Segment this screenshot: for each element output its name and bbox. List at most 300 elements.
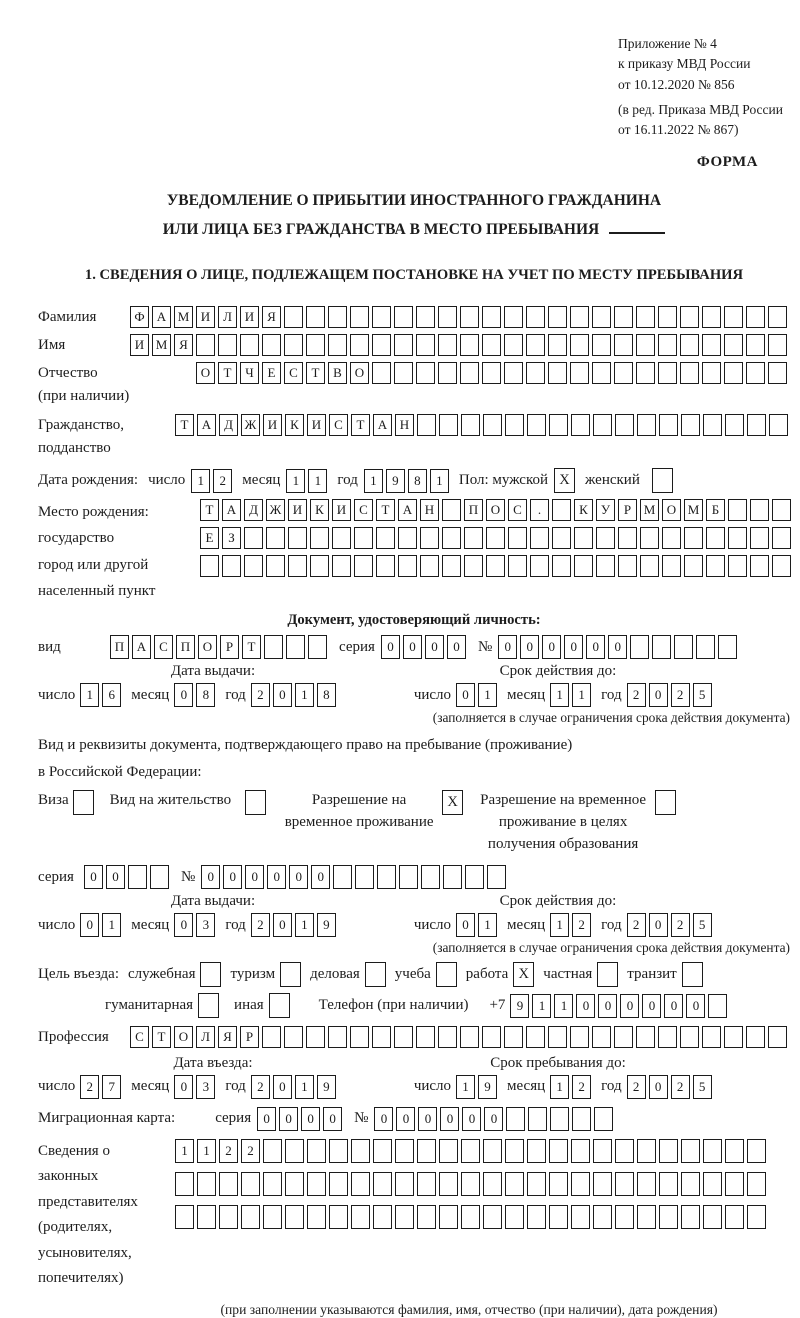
char-cell[interactable] xyxy=(372,334,391,356)
char-cell[interactable]: 1 xyxy=(295,913,314,937)
char-cell[interactable] xyxy=(592,306,611,328)
char-cell[interactable]: 1 xyxy=(308,469,327,493)
char-cell[interactable] xyxy=(351,1139,370,1163)
char-cell[interactable]: 0 xyxy=(649,913,668,937)
char-cell[interactable] xyxy=(332,555,351,577)
char-cell[interactable]: 9 xyxy=(510,994,529,1018)
char-cell[interactable]: 1 xyxy=(554,994,573,1018)
char-cell[interactable]: 0 xyxy=(456,683,475,707)
char-cell[interactable]: 2 xyxy=(627,1075,646,1099)
char-cell[interactable] xyxy=(549,1172,568,1196)
char-cell[interactable]: И xyxy=(263,414,282,436)
char-cell[interactable] xyxy=(652,635,671,659)
char-cell[interactable] xyxy=(439,1172,458,1196)
char-cell[interactable] xyxy=(263,1172,282,1196)
char-cell[interactable]: 1 xyxy=(478,913,497,937)
char-cell[interactable]: 0 xyxy=(323,1107,342,1131)
char-cell[interactable] xyxy=(355,865,374,889)
char-cell[interactable]: П xyxy=(464,499,483,521)
char-cell[interactable]: О xyxy=(196,362,215,384)
char-cell[interactable]: Е xyxy=(200,527,219,549)
char-cell[interactable]: О xyxy=(486,499,505,521)
char-cell[interactable] xyxy=(197,1205,216,1229)
char-cell[interactable]: О xyxy=(662,499,681,521)
char-cell[interactable] xyxy=(310,527,329,549)
char-cell[interactable]: Т xyxy=(306,362,325,384)
char-cell[interactable] xyxy=(703,414,722,436)
char-cell[interactable]: Т xyxy=(200,499,219,521)
char-cell[interactable]: Д xyxy=(244,499,263,521)
option-temp-residence-education-checkbox[interactable] xyxy=(655,790,676,815)
char-cell[interactable] xyxy=(662,527,681,549)
char-cell[interactable]: И xyxy=(240,306,259,328)
char-cell[interactable] xyxy=(175,1205,194,1229)
char-cell[interactable] xyxy=(659,1205,678,1229)
char-cell[interactable]: 1 xyxy=(550,1075,569,1099)
char-cell[interactable]: 0 xyxy=(279,1107,298,1131)
char-cell[interactable] xyxy=(417,1139,436,1163)
char-cell[interactable] xyxy=(747,1205,766,1229)
char-cell[interactable] xyxy=(769,414,788,436)
char-cell[interactable] xyxy=(399,865,418,889)
char-cell[interactable] xyxy=(394,334,413,356)
char-cell[interactable]: 0 xyxy=(245,865,264,889)
char-cell[interactable] xyxy=(487,865,506,889)
char-cell[interactable]: 1 xyxy=(550,913,569,937)
char-cell[interactable] xyxy=(505,1172,524,1196)
char-cell[interactable] xyxy=(725,1172,744,1196)
char-cell[interactable]: 5 xyxy=(693,683,712,707)
char-cell[interactable] xyxy=(658,334,677,356)
char-cell[interactable] xyxy=(504,334,523,356)
char-cell[interactable]: 0 xyxy=(564,635,583,659)
char-cell[interactable] xyxy=(548,1026,567,1048)
char-cell[interactable] xyxy=(266,527,285,549)
char-cell[interactable] xyxy=(526,306,545,328)
char-cell[interactable] xyxy=(439,1139,458,1163)
char-cell[interactable]: М xyxy=(640,499,659,521)
char-cell[interactable] xyxy=(640,527,659,549)
char-cell[interactable]: Р xyxy=(618,499,637,521)
char-cell[interactable] xyxy=(372,362,391,384)
char-cell[interactable] xyxy=(398,555,417,577)
purpose-humanitarian-checkbox[interactable] xyxy=(198,993,219,1018)
char-cell[interactable] xyxy=(549,414,568,436)
char-cell[interactable] xyxy=(197,1172,216,1196)
char-cell[interactable] xyxy=(350,1026,369,1048)
purpose-transit-checkbox[interactable] xyxy=(682,962,703,987)
char-cell[interactable]: 0 xyxy=(174,683,193,707)
char-cell[interactable]: 1 xyxy=(80,683,99,707)
char-cell[interactable] xyxy=(483,414,502,436)
char-cell[interactable] xyxy=(728,499,747,521)
char-cell[interactable] xyxy=(486,527,505,549)
char-cell[interactable] xyxy=(329,1205,348,1229)
char-cell[interactable]: А xyxy=(398,499,417,521)
char-cell[interactable]: 0 xyxy=(257,1107,276,1131)
char-cell[interactable]: 2 xyxy=(219,1139,238,1163)
char-cell[interactable] xyxy=(461,1205,480,1229)
char-cell[interactable] xyxy=(680,306,699,328)
char-cell[interactable]: 5 xyxy=(693,1075,712,1099)
char-cell[interactable]: 0 xyxy=(381,635,400,659)
char-cell[interactable] xyxy=(570,306,589,328)
char-cell[interactable] xyxy=(219,1172,238,1196)
char-cell[interactable]: 9 xyxy=(317,1075,336,1099)
char-cell[interactable] xyxy=(350,334,369,356)
char-cell[interactable] xyxy=(328,1026,347,1048)
char-cell[interactable] xyxy=(150,865,169,889)
char-cell[interactable]: 9 xyxy=(478,1075,497,1099)
char-cell[interactable]: 0 xyxy=(542,635,561,659)
char-cell[interactable] xyxy=(702,1026,721,1048)
char-cell[interactable] xyxy=(460,306,479,328)
char-cell[interactable] xyxy=(772,527,791,549)
char-cell[interactable] xyxy=(681,414,700,436)
char-cell[interactable]: 0 xyxy=(462,1107,481,1131)
char-cell[interactable] xyxy=(266,555,285,577)
char-cell[interactable]: Л xyxy=(218,306,237,328)
char-cell[interactable] xyxy=(285,1205,304,1229)
char-cell[interactable]: 3 xyxy=(196,1075,215,1099)
char-cell[interactable]: 0 xyxy=(498,635,517,659)
char-cell[interactable] xyxy=(306,306,325,328)
char-cell[interactable]: Ж xyxy=(241,414,260,436)
char-cell[interactable]: С xyxy=(329,414,348,436)
char-cell[interactable]: 0 xyxy=(440,1107,459,1131)
char-cell[interactable] xyxy=(262,334,281,356)
char-cell[interactable]: 2 xyxy=(671,913,690,937)
char-cell[interactable] xyxy=(262,1026,281,1048)
char-cell[interactable] xyxy=(264,635,283,659)
char-cell[interactable]: 0 xyxy=(174,913,193,937)
char-cell[interactable] xyxy=(750,527,769,549)
char-cell[interactable] xyxy=(658,1026,677,1048)
char-cell[interactable] xyxy=(420,555,439,577)
char-cell[interactable] xyxy=(614,334,633,356)
char-cell[interactable] xyxy=(548,362,567,384)
char-cell[interactable] xyxy=(702,362,721,384)
char-cell[interactable] xyxy=(332,527,351,549)
char-cell[interactable] xyxy=(637,1205,656,1229)
char-cell[interactable] xyxy=(505,1139,524,1163)
char-cell[interactable] xyxy=(372,1026,391,1048)
char-cell[interactable] xyxy=(746,362,765,384)
char-cell[interactable] xyxy=(218,334,237,356)
char-cell[interactable]: С xyxy=(284,362,303,384)
char-cell[interactable]: О xyxy=(174,1026,193,1048)
char-cell[interactable] xyxy=(175,1172,194,1196)
char-cell[interactable]: 0 xyxy=(620,994,639,1018)
char-cell[interactable] xyxy=(460,362,479,384)
char-cell[interactable] xyxy=(658,306,677,328)
char-cell[interactable] xyxy=(241,1205,260,1229)
char-cell[interactable] xyxy=(307,1172,326,1196)
char-cell[interactable]: 0 xyxy=(273,1075,292,1099)
char-cell[interactable]: 2 xyxy=(627,683,646,707)
char-cell[interactable] xyxy=(460,1026,479,1048)
char-cell[interactable] xyxy=(482,334,501,356)
char-cell[interactable] xyxy=(592,362,611,384)
char-cell[interactable] xyxy=(702,306,721,328)
char-cell[interactable] xyxy=(614,306,633,328)
char-cell[interactable]: 2 xyxy=(627,913,646,937)
purpose-tourism-checkbox[interactable] xyxy=(280,962,301,987)
char-cell[interactable] xyxy=(614,362,633,384)
char-cell[interactable] xyxy=(417,414,436,436)
char-cell[interactable] xyxy=(373,1139,392,1163)
char-cell[interactable] xyxy=(306,334,325,356)
char-cell[interactable] xyxy=(552,499,571,521)
char-cell[interactable]: Л xyxy=(196,1026,215,1048)
char-cell[interactable] xyxy=(593,414,612,436)
char-cell[interactable] xyxy=(288,555,307,577)
char-cell[interactable] xyxy=(681,1139,700,1163)
char-cell[interactable] xyxy=(395,1172,414,1196)
char-cell[interactable] xyxy=(592,1026,611,1048)
char-cell[interactable] xyxy=(263,1139,282,1163)
char-cell[interactable] xyxy=(615,1139,634,1163)
char-cell[interactable] xyxy=(724,334,743,356)
char-cell[interactable] xyxy=(284,1026,303,1048)
char-cell[interactable] xyxy=(684,555,703,577)
char-cell[interactable] xyxy=(351,1172,370,1196)
char-cell[interactable] xyxy=(674,635,693,659)
char-cell[interactable]: 1 xyxy=(102,913,121,937)
char-cell[interactable]: У xyxy=(596,499,615,521)
char-cell[interactable] xyxy=(527,414,546,436)
char-cell[interactable]: 0 xyxy=(267,865,286,889)
char-cell[interactable]: Д xyxy=(219,414,238,436)
char-cell[interactable]: 0 xyxy=(374,1107,393,1131)
char-cell[interactable] xyxy=(746,1026,765,1048)
char-cell[interactable]: 9 xyxy=(386,469,405,493)
char-cell[interactable] xyxy=(696,635,715,659)
char-cell[interactable] xyxy=(439,1205,458,1229)
char-cell[interactable] xyxy=(417,1172,436,1196)
char-cell[interactable]: 1 xyxy=(295,1075,314,1099)
char-cell[interactable]: С xyxy=(154,635,173,659)
char-cell[interactable] xyxy=(703,1172,722,1196)
char-cell[interactable] xyxy=(681,1172,700,1196)
char-cell[interactable] xyxy=(548,334,567,356)
char-cell[interactable]: 0 xyxy=(598,994,617,1018)
char-cell[interactable] xyxy=(244,527,263,549)
char-cell[interactable] xyxy=(725,1139,744,1163)
char-cell[interactable] xyxy=(464,555,483,577)
purpose-private-checkbox[interactable] xyxy=(597,962,618,987)
char-cell[interactable] xyxy=(637,1172,656,1196)
char-cell[interactable] xyxy=(377,865,396,889)
char-cell[interactable] xyxy=(244,555,263,577)
char-cell[interactable] xyxy=(615,414,634,436)
option-residence-permit-checkbox[interactable] xyxy=(245,790,266,815)
char-cell[interactable] xyxy=(527,1172,546,1196)
char-cell[interactable] xyxy=(747,1172,766,1196)
char-cell[interactable]: 0 xyxy=(586,635,605,659)
char-cell[interactable] xyxy=(394,306,413,328)
char-cell[interactable]: 0 xyxy=(174,1075,193,1099)
sex-male-checkbox[interactable]: X xyxy=(554,468,575,493)
char-cell[interactable] xyxy=(574,555,593,577)
char-cell[interactable]: Ж xyxy=(266,499,285,521)
char-cell[interactable] xyxy=(461,1139,480,1163)
char-cell[interactable] xyxy=(416,306,435,328)
char-cell[interactable] xyxy=(442,555,461,577)
char-cell[interactable] xyxy=(333,865,352,889)
char-cell[interactable]: А xyxy=(132,635,151,659)
char-cell[interactable]: О xyxy=(198,635,217,659)
char-cell[interactable] xyxy=(637,1139,656,1163)
sex-female-checkbox[interactable] xyxy=(652,468,673,493)
char-cell[interactable] xyxy=(706,527,725,549)
char-cell[interactable] xyxy=(594,1107,613,1131)
char-cell[interactable] xyxy=(240,334,259,356)
char-cell[interactable]: 9 xyxy=(317,913,336,937)
char-cell[interactable] xyxy=(702,334,721,356)
char-cell[interactable] xyxy=(570,334,589,356)
char-cell[interactable]: 2 xyxy=(241,1139,260,1163)
char-cell[interactable] xyxy=(746,334,765,356)
char-cell[interactable]: 0 xyxy=(301,1107,320,1131)
char-cell[interactable] xyxy=(464,527,483,549)
char-cell[interactable] xyxy=(681,1205,700,1229)
purpose-study-checkbox[interactable] xyxy=(436,962,457,987)
char-cell[interactable] xyxy=(284,306,303,328)
char-cell[interactable] xyxy=(504,306,523,328)
char-cell[interactable] xyxy=(750,499,769,521)
char-cell[interactable] xyxy=(483,1172,502,1196)
char-cell[interactable] xyxy=(395,1139,414,1163)
char-cell[interactable] xyxy=(398,527,417,549)
char-cell[interactable]: К xyxy=(574,499,593,521)
char-cell[interactable]: 2 xyxy=(80,1075,99,1099)
char-cell[interactable] xyxy=(659,414,678,436)
char-cell[interactable] xyxy=(504,362,523,384)
char-cell[interactable]: . xyxy=(530,499,549,521)
char-cell[interactable] xyxy=(728,527,747,549)
char-cell[interactable]: И xyxy=(332,499,351,521)
char-cell[interactable] xyxy=(768,1026,787,1048)
char-cell[interactable]: 0 xyxy=(106,865,125,889)
char-cell[interactable] xyxy=(421,865,440,889)
char-cell[interactable] xyxy=(703,1205,722,1229)
char-cell[interactable]: Т xyxy=(351,414,370,436)
char-cell[interactable]: Н xyxy=(395,414,414,436)
char-cell[interactable] xyxy=(614,1026,633,1048)
char-cell[interactable]: П xyxy=(176,635,195,659)
char-cell[interactable]: 0 xyxy=(686,994,705,1018)
char-cell[interactable] xyxy=(772,555,791,577)
char-cell[interactable] xyxy=(328,334,347,356)
char-cell[interactable]: Т xyxy=(242,635,261,659)
char-cell[interactable]: 0 xyxy=(80,913,99,937)
char-cell[interactable] xyxy=(530,555,549,577)
char-cell[interactable] xyxy=(508,527,527,549)
char-cell[interactable]: 2 xyxy=(671,683,690,707)
char-cell[interactable] xyxy=(747,1139,766,1163)
char-cell[interactable]: О xyxy=(350,362,369,384)
char-cell[interactable]: С xyxy=(354,499,373,521)
char-cell[interactable]: Т xyxy=(218,362,237,384)
char-cell[interactable] xyxy=(637,414,656,436)
char-cell[interactable] xyxy=(615,1205,634,1229)
char-cell[interactable] xyxy=(662,555,681,577)
char-cell[interactable] xyxy=(725,414,744,436)
char-cell[interactable]: 2 xyxy=(251,913,270,937)
char-cell[interactable] xyxy=(526,1026,545,1048)
char-cell[interactable] xyxy=(592,334,611,356)
char-cell[interactable] xyxy=(746,306,765,328)
char-cell[interactable]: 2 xyxy=(251,683,270,707)
char-cell[interactable] xyxy=(574,527,593,549)
char-cell[interactable]: 1 xyxy=(191,469,210,493)
char-cell[interactable] xyxy=(307,1139,326,1163)
char-cell[interactable]: Т xyxy=(152,1026,171,1048)
char-cell[interactable] xyxy=(530,527,549,549)
char-cell[interactable] xyxy=(706,555,725,577)
char-cell[interactable] xyxy=(630,635,649,659)
char-cell[interactable]: 0 xyxy=(396,1107,415,1131)
char-cell[interactable] xyxy=(593,1205,612,1229)
char-cell[interactable] xyxy=(636,334,655,356)
char-cell[interactable] xyxy=(684,527,703,549)
char-cell[interactable]: 5 xyxy=(693,913,712,937)
char-cell[interactable] xyxy=(659,1172,678,1196)
purpose-official-checkbox[interactable] xyxy=(200,962,221,987)
char-cell[interactable] xyxy=(438,362,457,384)
char-cell[interactable] xyxy=(222,555,241,577)
char-cell[interactable] xyxy=(571,1172,590,1196)
char-cell[interactable] xyxy=(460,334,479,356)
char-cell[interactable] xyxy=(747,414,766,436)
char-cell[interactable] xyxy=(417,1205,436,1229)
char-cell[interactable] xyxy=(196,334,215,356)
char-cell[interactable]: М xyxy=(174,306,193,328)
char-cell[interactable]: 0 xyxy=(403,635,422,659)
purpose-business-checkbox[interactable] xyxy=(365,962,386,987)
char-cell[interactable] xyxy=(376,555,395,577)
char-cell[interactable] xyxy=(570,362,589,384)
char-cell[interactable]: 0 xyxy=(520,635,539,659)
char-cell[interactable] xyxy=(482,362,501,384)
char-cell[interactable] xyxy=(552,527,571,549)
char-cell[interactable]: 2 xyxy=(572,913,591,937)
char-cell[interactable] xyxy=(506,1107,525,1131)
char-cell[interactable] xyxy=(307,1205,326,1229)
char-cell[interactable] xyxy=(549,1139,568,1163)
char-cell[interactable] xyxy=(263,1205,282,1229)
char-cell[interactable]: М xyxy=(684,499,703,521)
char-cell[interactable] xyxy=(465,865,484,889)
char-cell[interactable]: А xyxy=(222,499,241,521)
char-cell[interactable]: А xyxy=(152,306,171,328)
char-cell[interactable]: 1 xyxy=(572,683,591,707)
char-cell[interactable] xyxy=(442,527,461,549)
char-cell[interactable]: 0 xyxy=(418,1107,437,1131)
char-cell[interactable] xyxy=(420,527,439,549)
char-cell[interactable]: А xyxy=(373,414,392,436)
char-cell[interactable] xyxy=(416,1026,435,1048)
char-cell[interactable] xyxy=(526,334,545,356)
char-cell[interactable] xyxy=(288,527,307,549)
char-cell[interactable]: Я xyxy=(218,1026,237,1048)
char-cell[interactable]: 8 xyxy=(196,683,215,707)
char-cell[interactable] xyxy=(482,1026,501,1048)
char-cell[interactable]: К xyxy=(310,499,329,521)
char-cell[interactable] xyxy=(572,1107,591,1131)
char-cell[interactable] xyxy=(373,1172,392,1196)
